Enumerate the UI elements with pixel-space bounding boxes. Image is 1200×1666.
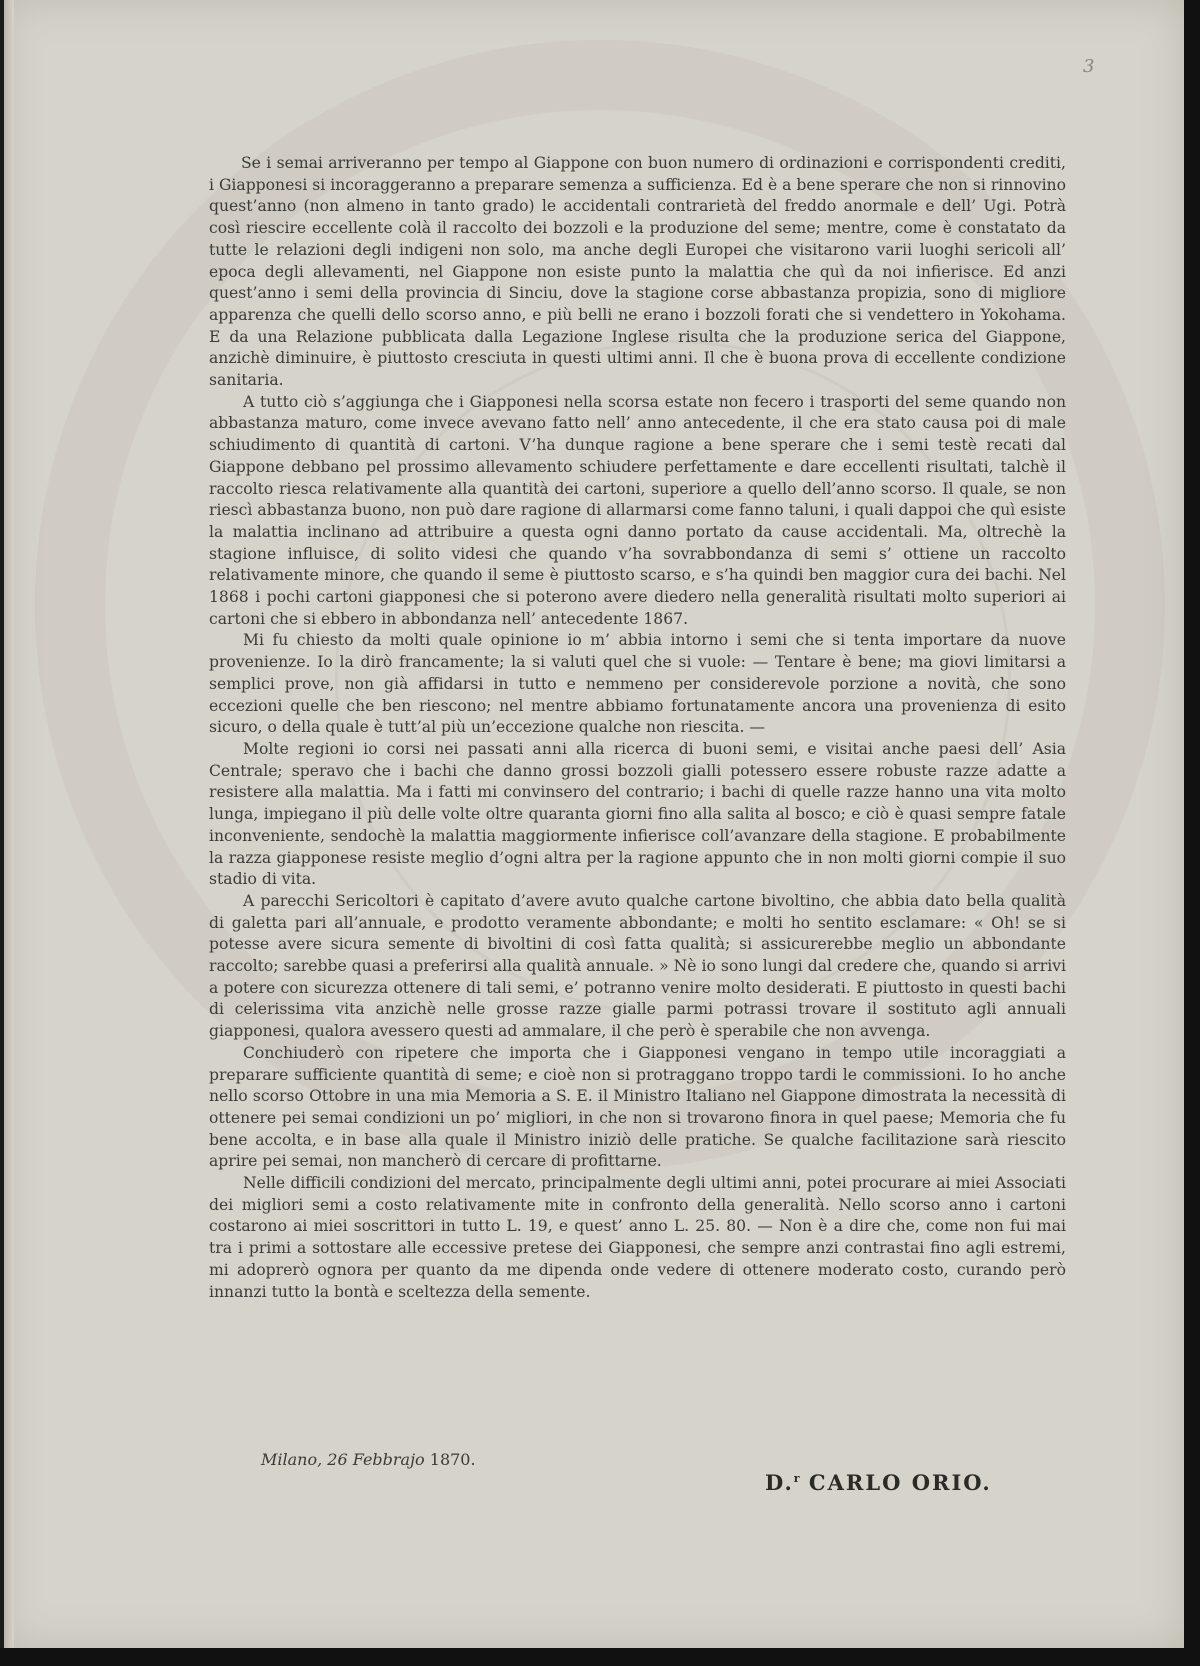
signature-prefix: D. (765, 1470, 794, 1495)
body-text (209, 153, 1066, 1303)
scan-border-bottom (0, 1648, 1200, 1666)
paragraph-4: Molte regioni io corsi nei passati anni alla ricerca di buoni semi, e visitai anche paesi dell’ Asia Centrale; speravo che i bachi che danno grossi bozzoli gialli potessero essere robuste razze adatte a resistere alla malattia. Ma i fatti mi convinsero del contrario; i bachi di quelle razze hanno una vita molto lunga, impiegano il più delle volte oltre quaranta giorni fino alla salita al bosco; e ciò è quasi sempre fatale inconveniente, sendochè la malattia maggiormente infierisce coll’avanzare della stagione. E probabilmente la razza giapponese resiste meglio d’ogni altra per la ragione appunto che in non molti giorni compie il suo stadio di vita. (209, 739, 1066, 889)
closing-year: 1870. (429, 1450, 476, 1469)
paragraph-6: Conchiuderò con ripetere che importa che i Giapponesi vengano in tempo utile incoraggiati a preparare sufficiente quantità di seme; e cioè non si protraggano troppo tardi le commissioni. Io ho anche nello scorso Ottobre in una mia Memoria a S. E. il Ministro Italiano nel Giappone dimostrata la necessità di ottenere pei semai condizioni un po’ migliori, in che non si trovarono finora in quel paese; Memoria che fu bene accolta, e in base alla quale il Ministro iniziò delle pratiche. Se qualche facilitazione sarà riescito aprire pei semai, non mancherò di cercare di profittarne. (209, 1043, 1066, 1171)
paragraph-5: A parecchi Sericoltori è capitato d’avere avuto qualche cartone bivoltino, che abbia dato bella qualità di galetta pari all’annuale, e prodotto veramente abbondante; e molti ho sentito esclamare: « Oh! se si potesse avere sicura semente di bivoltini di così fatta qualità; si assicurerebbe meglio un abbondante raccolto; sarebbe quasi a preferirsi alla qualità annuale. » Nè io sono lungi dal credere che, quando si arrivi a potere con sicurezza ottenere di tali semi, e’ potranno venire molto desiderati. E piuttosto in questi bachi di celerissima vita anzichè nelle grosse razze gialle parmi potrassi trovare il sostituto agli annuali giapponesi, qualora avessero questi ad ammalare, il che però è sperabile che non avvenga. (209, 891, 1066, 1041)
closing-dateline (261, 1450, 476, 1469)
paragraph-1: Se i semai arriveranno per tempo al Giappone con buon numero di ordinazioni e corrispondenti crediti, i Giapponesi si incoraggeranno a preparare semenza a sufficienza. Ed è a bene sperare che non si rinnovino quest’anno (non almeno in tanto grado) le accidentali contrarietà del freddo anormale e dell’ Ugi. Potrà così riescire eccellente colà il raccolto dei bozzoli e la produzione del seme; mentre, come è constatato da tutte le relazioni degli indigeni non solo, ma anche degli Europei che visitarono varii luoghi sericoli all’ epoca degli allevamenti, nel Giappone non esiste punto la malattia che quì da noi infierisce. Ed anzi quest’anno i semi della provincia di Sinciu, dove la stagione corse abbastanza propizia, sono di migliore apparenza che quelli dello scorso anno, e più belli ne erano i bozzoli forati che si vendettero in Yokohama. E da una Relazione pubblicata dalla Legazione Inglese risulta che la produzione serica del Giappone, anzichè diminuire, è piuttosto cresciuta in questi ultimi anni. Il che è buona prova di eccellente condizione sanitaria. (209, 154, 1066, 390)
paragraph-2: A tutto ciò s’aggiunga che i Giapponesi nella scorsa estate non fecero i trasporti del seme quando non abbastanza maturo, come invece avevano fatto nell’ anno antecedente, il che era stato causa poi di male schiudimento di quantità di cartoni. V’ha dunque ragione a bene sperare che i semi testè recati dal Giappone debbano pel prossimo allevamento schiudere perfettamente e dare eccellenti risultati, talchè il raccolto riesca relativamente alla quantità dei cartoni, superiore a quello dell’anno scorso. Il quale, se non riescì abbastanza buono, non può dare ragione di allarmarsi come fanno taluni, i quali dappoi che quì esiste la malattia inclinano ad attribuire a questa ogni danno portato da cause accidentali. Ma, oltrechè la stagione influisce, di solito videsi che quando v’ha sovrabbondanza di semi s’ ottiene un raccolto relativamente minore, che quando il seme è piuttosto scarso, e s’ha quindi ben maggior cura dei bachi. Nel 1868 i pochi cartoni giapponesi che si poterono avere diedero nella generalità risultati molto superiori ai cartoni che si ebbero in abbondanza nell’ antecedente 1867. (209, 392, 1066, 628)
signature-superscript: r (793, 1472, 800, 1485)
page-left-edge (4, 0, 14, 1648)
signature (765, 1470, 992, 1495)
paragraph-7: Nelle difficili condizioni del mercato, principalmente degli ultimi anni, potei procurare ai miei Associati dei migliori semi a costo relativamente mite in confronto della generalità. Nello scorso anno i cartoni costarono ai miei soscrittori in tutto L. 19, e quest’ anno L. 25. 80. — Non è a dire che, come non fui mai tra i primi a sottostare alle eccessive pretese dei Giapponesi, che sempre anzi contrastai fino agli estremi, mi adoprerò ognora per quanto da me dipenda onde vedere di ottenere moderato costo, curando però innanzi tutto la bontà e sceltezza della semente. (209, 1174, 1066, 1301)
page-number: 3 (1083, 56, 1095, 77)
closing-place-date: Milano, 26 Febbrajo (261, 1450, 425, 1469)
signature-name: CARLO ORIO. (808, 1470, 992, 1495)
scan-border-right (1184, 0, 1200, 1666)
paragraph-3: Mi fu chiesto da molti quale opinione io m’ abbia intorno i semi che si tenta importare da nuove provenienze. Io la dirò francamente; la si valuti quel che si vuole: — Tentare è bene; ma giovi limitarsi a semplici prove, non già affidarsi in tutto e nemmeno per considerevole porzione a novità, che sono eccezioni quelle che ben riescono; nel mentre abbiamo fortunatamente ancora una provenienza di esito sicuro, o della quale è tutt’al più un’eccezione qualche non riescita. — (209, 631, 1066, 737)
